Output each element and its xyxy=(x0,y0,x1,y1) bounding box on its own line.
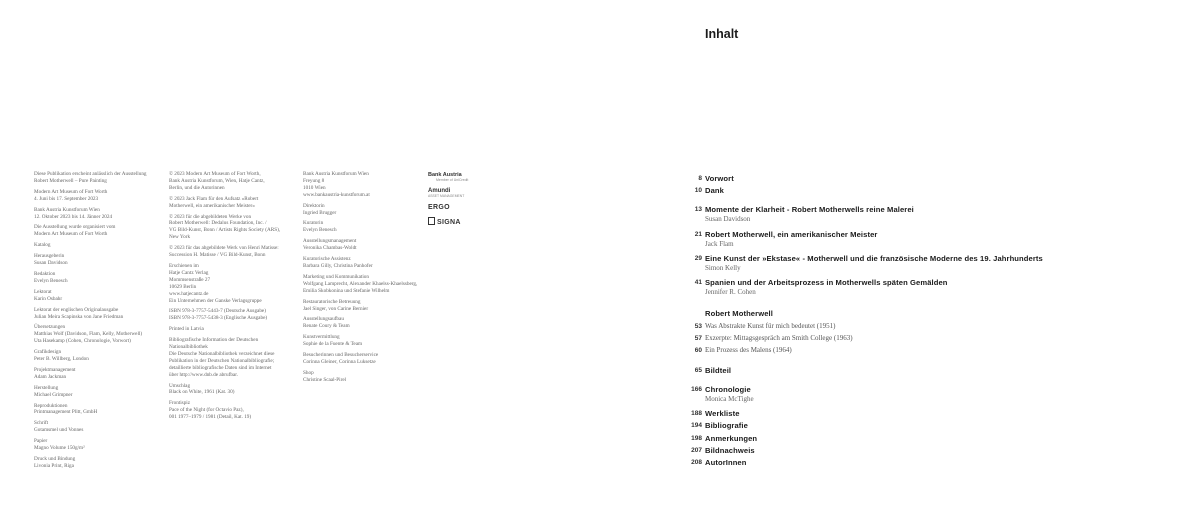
imprint-block xyxy=(34,189,164,203)
imprint-block xyxy=(34,385,164,399)
imprint-block xyxy=(169,326,299,333)
toc-page-number: 194 xyxy=(691,421,702,429)
imprint-line: Papier xyxy=(34,438,48,445)
imprint-block xyxy=(303,299,428,313)
toc-page-number: 65 xyxy=(694,366,702,374)
toc-entry-title: AutorInnen xyxy=(705,458,747,467)
imprint-line: Printed in Latvia xyxy=(169,326,204,333)
imprint-line: Lektorat xyxy=(34,288,52,295)
imprint-line: VG Bild-Kunst, Bonn / Artists Rights Society (ARS), xyxy=(169,227,281,234)
imprint-block xyxy=(169,308,299,322)
imprint-line: Corinna Gleiner, Corinna Luksetze xyxy=(303,358,376,365)
toc-entry-author: Monica McTighe xyxy=(705,395,754,403)
imprint-line: Hatje Cantz Verlag xyxy=(169,269,209,276)
bank-austria-logo: Bank Austria Member of UniCredit xyxy=(428,172,469,182)
toc-page-number: 29 xyxy=(694,254,702,262)
imprint-line: ISBN 978-3-7757-5443-7 (Deutsche Ausgabe) xyxy=(169,308,266,315)
imprint-line: Matthias Wolf (Davidson, Flam, Kelly, Motherwell) xyxy=(34,331,143,338)
toc-page-number: 41 xyxy=(694,278,702,286)
imprint-line: Sophie de la Fuente & Team xyxy=(303,341,363,348)
toc-entry-title: Robert Motherwell, ein amerikanischer Meister xyxy=(705,230,878,239)
imprint-block xyxy=(303,203,428,217)
imprint-line: Marketing und Kommunikation xyxy=(303,273,369,280)
toc-entry-title: Vorwort xyxy=(705,174,734,183)
toc-page-number: 13 xyxy=(694,205,702,213)
imprint-line: Reproduktionen xyxy=(34,402,68,409)
ergo-logo: ERGO xyxy=(428,204,450,211)
toc-entry-title: Momente der Klarheit - Robert Motherwells reine Malerei xyxy=(705,205,914,214)
imprint-block xyxy=(303,256,428,270)
toc-page-number: 198 xyxy=(691,434,702,442)
imprint-block xyxy=(34,207,164,221)
imprint-line: Die Ausstellung wurde organisiert vom xyxy=(34,224,116,231)
imprint-line: Frontispiz xyxy=(169,400,191,407)
imprint-line: Schrift xyxy=(34,420,49,427)
imprint-block xyxy=(34,324,164,345)
imprint-line: © 2023 Jack Flam für den Aufsatz »Robert xyxy=(169,195,259,202)
sponsor-logos xyxy=(428,172,468,232)
imprint-line: Publikation in der Deutschen Nationalbibliografie; xyxy=(169,357,275,364)
toc-entry-title: Spanien und der Arbeitsprozess in Motherwells späten Gemälden xyxy=(705,278,948,287)
toc-page-number: 208 xyxy=(691,458,702,466)
imprint-block xyxy=(303,370,428,384)
imprint-line: ISBN 978-3-7757-5438-3 (Englische Ausgabe) xyxy=(169,315,268,322)
signa-logo: SIGNA xyxy=(428,217,468,226)
imprint-line: Nationalbibliothek xyxy=(169,344,208,351)
toc-page-number: 57 xyxy=(694,335,702,342)
toc-page-number: 53 xyxy=(694,323,702,330)
toc-entry-title: Anmerkungen xyxy=(705,434,758,443)
imprint-block xyxy=(169,383,299,397)
imprint-line: Bank Austria Kunstforum Wien xyxy=(303,171,369,177)
toc-entry-author: Simon Kelly xyxy=(705,264,741,272)
imprint-line: Black on White, 1961 (Kat. 30) xyxy=(169,389,235,396)
imprint-line: Besucherinnen und Besucherservice xyxy=(303,352,379,359)
imprint-line: Karin Osbahr xyxy=(34,295,63,302)
imprint-line: 001 1977–1979 / 1981 (Detail, Kat. 19) xyxy=(169,414,252,421)
imprint-line: Diese Publikation erscheint anlässlich der Ausstellung xyxy=(34,171,147,177)
imprint-block xyxy=(34,367,164,381)
imprint-line: Projektmanagement xyxy=(34,366,76,373)
imprint-line: Gotamsmel und Vonnes xyxy=(34,427,84,434)
imprint-block xyxy=(34,253,164,267)
toc-subentry-title: Exzerpte: Mittagsgespräch am Smith College (1963) xyxy=(705,334,853,342)
imprint-block xyxy=(303,220,428,234)
imprint-line: Modern Art Museum of Fort Worth xyxy=(34,188,108,195)
imprint-line: detaillierte bibliografische Daten sind im Internet xyxy=(169,364,272,371)
imprint-line: Restauratorische Betreuung xyxy=(303,298,361,305)
imprint-line: Emilia Skobkonina und Stefanie Wilhelm xyxy=(303,287,390,294)
imprint-block xyxy=(303,352,428,366)
imprint-line: Michael Grimpner xyxy=(34,391,73,398)
imprint-line: www.hatjecantz.de xyxy=(169,290,209,297)
toc-entry-title: Eine Kunst der »Ekstase« - Motherwell und die französische Moderne des 19. Jahrhunderts xyxy=(705,254,1043,263)
imprint-block xyxy=(34,307,164,321)
imprint-line: Ausstellungsmanagement xyxy=(303,238,357,245)
imprint-line: 10629 Berlin xyxy=(169,283,197,290)
imprint-line: Robert Motherwell: Dedalus Foundation, Inc. / xyxy=(169,220,267,227)
imprint-line: Succession H. Matisse / VG Bild-Kunst, Bonn xyxy=(169,252,266,259)
imprint-block xyxy=(303,334,428,348)
imprint-line: Mommsenstraße 27 xyxy=(169,276,211,283)
imprint-line: Bank Austria Kunstforum Wien xyxy=(34,206,100,213)
imprint-column-1 xyxy=(34,171,164,474)
toc-page-number: 60 xyxy=(694,347,702,354)
signa-mark-icon xyxy=(428,217,435,225)
toc-page-number: 8 xyxy=(698,174,702,182)
imprint-line: www.bankaustria-kunstforum.at xyxy=(303,191,370,198)
imprint-line: Ausstellungsaufbau xyxy=(303,316,344,323)
imprint-line: Christine Scaal-Pirel xyxy=(303,376,347,383)
toc-entry-title: Chronologie xyxy=(705,385,751,394)
imprint-block xyxy=(34,456,164,470)
imprint-block xyxy=(169,245,299,259)
imprint-line: Renate Coury & Team xyxy=(303,323,350,330)
toc-subentry-title: Was Abstrakte Kunst für mich bedeutet (1951) xyxy=(705,322,836,330)
imprint-line: über http://www.dnb.de abrufbar. xyxy=(169,371,238,378)
imprint-column-3 xyxy=(303,171,428,388)
imprint-line: 12. Oktober 2023 bis 14. Jänner 2024 xyxy=(34,213,113,220)
imprint-line: Shop xyxy=(303,369,314,376)
toc-entry-title: Bibliografie xyxy=(705,421,748,430)
imprint-line: Freyung 8 xyxy=(303,177,325,184)
toc-entry-title: Werkliste xyxy=(705,409,740,418)
imprint-block xyxy=(169,337,299,378)
toc-page-number: 166 xyxy=(691,385,702,393)
imprint-line: Susan Davidson xyxy=(34,260,68,267)
imprint-line: Robert Motherwell – Pure Painting xyxy=(34,177,107,184)
imprint-line: Die Deutsche Nationalbibliothek verzeichnet diese xyxy=(169,350,275,357)
imprint-line: 1010 Wien xyxy=(303,184,326,191)
imprint-line: Adam Jackman xyxy=(34,373,67,380)
imprint-line: Modern Art Museum of Fort Worth xyxy=(34,231,108,238)
imprint-block xyxy=(34,438,164,452)
imprint-line: Grafikdesign xyxy=(34,349,62,356)
imprint-line: Peter B. Willberg, London xyxy=(34,356,89,363)
toc-page-number: 10 xyxy=(694,186,702,194)
imprint-block xyxy=(303,316,428,330)
imprint-block xyxy=(303,171,428,199)
imprint-line: Direktorin xyxy=(303,202,325,209)
imprint-line: Herstellung xyxy=(34,384,59,391)
imprint-line: Julian Meira Scapinska von Jane Friedman xyxy=(34,313,124,320)
imprint-line: Evelyn Benesch xyxy=(303,227,337,234)
imprint-line: Kuratorin xyxy=(303,220,324,227)
imprint-block xyxy=(34,289,164,303)
imprint-line: Kunstvermittlung xyxy=(303,334,340,341)
imprint-line: © 2023 Modern Art Museum of Fort Worth, xyxy=(169,171,261,177)
imprint-line: Printmanagement Plitt, GmbH xyxy=(34,409,98,416)
toc-entry-author: Jennifer R. Cohen xyxy=(705,288,756,296)
toc-entry-title: Bildnachweis xyxy=(705,446,755,455)
imprint-line: Ingried Brugger xyxy=(303,209,337,216)
imprint-line: Druck und Bindung xyxy=(34,456,76,462)
imprint-line: Magno Volume 150g/m² xyxy=(34,445,85,452)
toc-title: Inhalt xyxy=(705,27,739,41)
imprint-block xyxy=(34,171,164,185)
imprint-block xyxy=(169,400,299,421)
imprint-block xyxy=(34,349,164,363)
imprint-line: Pace of the Night (for Octavio Paz), xyxy=(169,407,244,414)
toc-page-number: 188 xyxy=(691,409,702,417)
imprint-block xyxy=(303,274,428,295)
imprint-line: Umschlag xyxy=(169,382,191,389)
imprint-column-2 xyxy=(169,171,299,425)
toc-page-number: 21 xyxy=(694,230,702,238)
imprint-line: New York xyxy=(169,234,191,241)
toc-page-number: 207 xyxy=(691,446,702,454)
imprint-block xyxy=(169,263,299,304)
imprint-line: Jael Singer, von Carine Bernier xyxy=(303,305,369,312)
toc-entry-title: Dank xyxy=(705,186,724,195)
imprint-block xyxy=(169,196,299,210)
imprint-line: Berlin, und die Autorinnen xyxy=(169,184,225,191)
toc-entry-title: Robert Motherwell xyxy=(705,309,773,318)
toc-entry-author: Susan Davidson xyxy=(705,215,751,223)
imprint-line: Uta Hasekamp (Cohen, Chronologie, Vorwort) xyxy=(34,338,131,345)
imprint-line: Katalog xyxy=(34,242,51,249)
amundi-logo: Amundi ASSET MANAGEMENT xyxy=(428,188,465,198)
imprint-line: Barbara Gilly, Christina Panhofer xyxy=(303,262,373,269)
imprint-line: Redaktion xyxy=(34,270,56,277)
imprint-line: Bank Austria Kunstforum, Wien, Hatje Cantz, xyxy=(169,177,265,184)
imprint-line: Wolfgang Lamprecht, Alexander Khaelss-Khaelssberg, xyxy=(303,280,418,287)
imprint-line: Erschienen im xyxy=(169,262,199,269)
imprint-line: Ein Unternehmen der Ganske Verlagsgruppe xyxy=(169,297,262,304)
imprint-block xyxy=(34,224,164,238)
imprint-block xyxy=(169,171,299,192)
imprint-line: Motherwell, ein amerikanischer Meister« xyxy=(169,202,255,209)
imprint-block xyxy=(303,238,428,252)
toc-subentry-title: Ein Prozess des Malens (1964) xyxy=(705,346,792,354)
imprint-block xyxy=(34,242,164,249)
imprint-block xyxy=(34,403,164,417)
imprint-line: Veronika Chambas-Woldt xyxy=(303,245,357,252)
imprint-line: Übersetzungen xyxy=(34,324,66,331)
imprint-line: © 2023 für die abgebildeten Werke von xyxy=(169,213,252,220)
imprint-block xyxy=(34,271,164,285)
imprint-line: Livonia Print, Riga xyxy=(34,462,74,469)
imprint-line: Kuratorische Assistenz xyxy=(303,256,351,263)
imprint-line: Lektorat der englischen Originalausgabe xyxy=(34,306,119,313)
imprint-block xyxy=(169,214,299,242)
imprint-line: Evelyn Benesch xyxy=(34,277,68,284)
imprint-line: 4. Juni bis 17. September 2023 xyxy=(34,195,99,202)
imprint-block xyxy=(34,420,164,434)
imprint-line: © 2023 für das abgebildete Werk von Henri Matisse: xyxy=(169,245,279,252)
toc-entry-author: Jack Flam xyxy=(705,240,734,248)
toc-entry-title: Bildteil xyxy=(705,366,732,375)
imprint-line: Bibliografische Information der Deutschen xyxy=(169,337,259,344)
imprint-line: Herausgeberin xyxy=(34,253,65,260)
